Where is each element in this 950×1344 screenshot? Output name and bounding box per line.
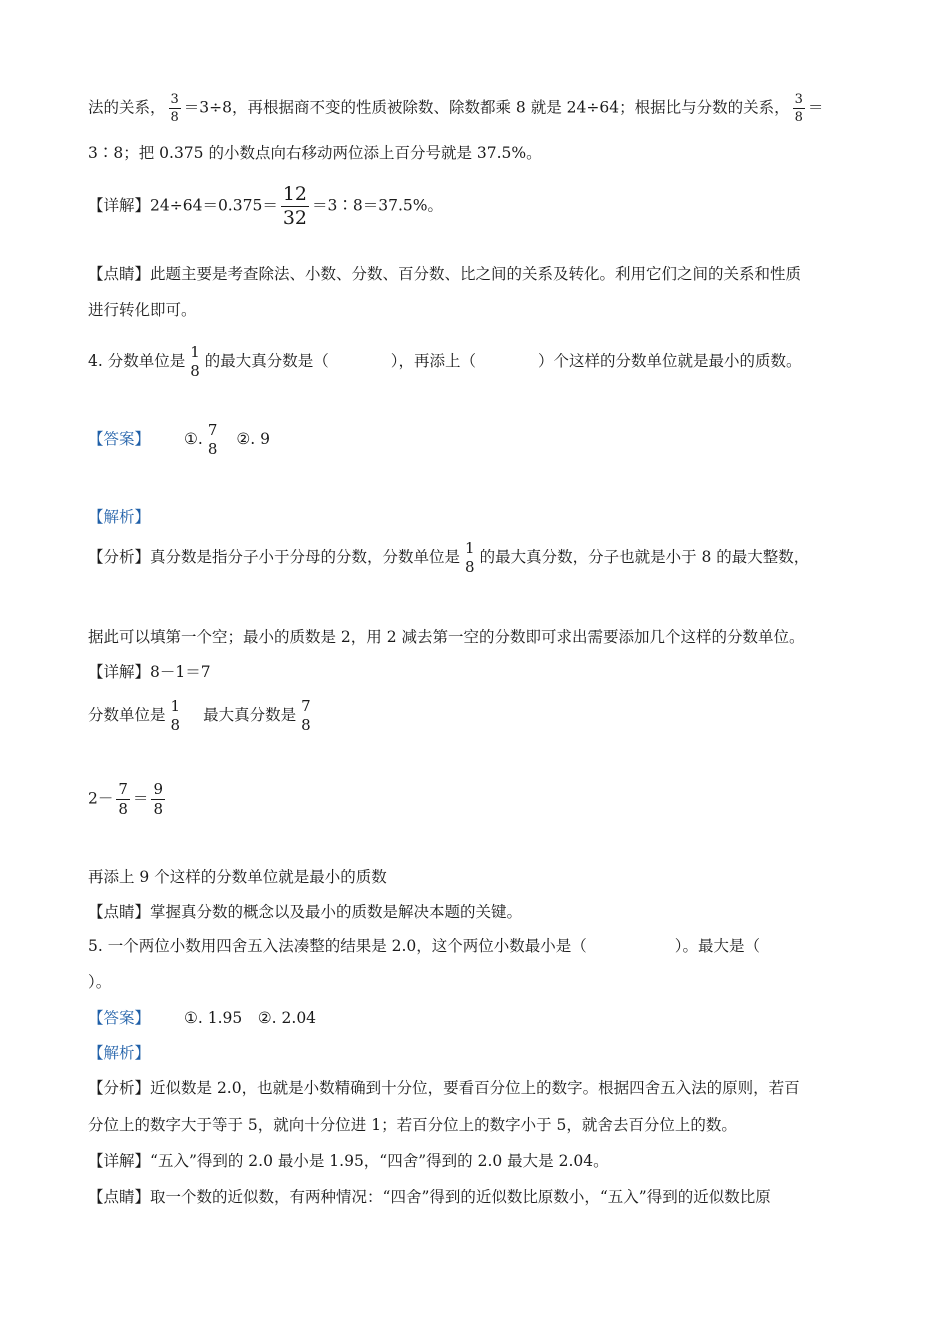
text-line: ）。 xyxy=(88,973,112,991)
section-tag: 【分析】 xyxy=(88,1079,151,1097)
analysis-line: 【分析】真分数是指分子小于分母的分数，分数单位是 1 8 的最大真分数，分子也就是小于 8 的最大整数， xyxy=(88,539,810,576)
fraction: 1 8 xyxy=(170,697,181,734)
fraction: $\frac{3}{8}$ xyxy=(170,92,179,125)
answer-tag: 【答案】 xyxy=(88,430,151,448)
text: 法的关系， xyxy=(88,98,166,117)
tip-line: 【点睛】取一个数的近似数，有两种情况：“四舍”得到的近似数比原数小，“五入”得到的近似数比原 xyxy=(88,1188,771,1206)
fraction: $\frac{3}{8}$ xyxy=(794,92,803,125)
answer-tag: 【答案】 xyxy=(88,1009,151,1027)
answer-line: 【答案】 ①. 1.95 ②. 2.04 xyxy=(88,1009,317,1027)
section-tag: 【详解】 xyxy=(88,1152,151,1170)
fraction: $\frac{12}{32}$ xyxy=(282,183,308,229)
section-tag: 【点睛】 xyxy=(88,1188,151,1206)
text: ＝ xyxy=(807,98,824,117)
answer-line: 【答案】 ①. 7 8 ②. 9 xyxy=(88,421,271,458)
text-line: 2－ $\frac{7}{8}$ ＝ $\frac{9}{8}$ xyxy=(88,780,163,818)
fraction: 7 8 xyxy=(207,421,218,458)
text-line: 再添上 9 个这样的分数单位就是最小的质数 xyxy=(88,868,387,886)
text-line: 分数单位是 1 8 最大真分数是 7 8 xyxy=(88,697,311,734)
text-line: 据此可以填第一个空；最小的质数是 2，用 2 减去第一空的分数即可求出需要添加几个这样的分数单位。 xyxy=(88,628,805,646)
text-line: 3∶8；把 0.375 的小数点向右移动两位添上百分号就是 37.5%。 xyxy=(88,144,542,162)
fraction: 7 8 xyxy=(301,697,311,734)
analysis-line: 【分析】近似数是 2.0，也就是小数精确到十分位，要看百分位上的数字。根据四舍五入法的原则，若百 xyxy=(88,1079,800,1097)
text-line: 分位上的数字大于等于 5，就向十分位进 1；若百分位上的数字小于 5，就舍去百分位上的数。 xyxy=(88,1116,737,1134)
section-tag: 【点睛】 xyxy=(88,265,151,283)
section-tag: 【点睛】 xyxy=(88,903,151,921)
analysis-tag: 【解析】 xyxy=(88,508,151,526)
fraction: $\frac{7}{8}$ xyxy=(118,780,128,818)
detail-line: 【详解】“五入”得到的 2.0 最小是 1.95，“四舍”得到的 2.0 最大是 2.04。 xyxy=(88,1152,609,1170)
text: ＝3÷8，再根据商不变的性质被除数、除数都乘 8 就是 24÷64；根据比与分数的关系， xyxy=(183,98,790,117)
tip-line: 【点睛】此题主要是考查除法、小数、分数、百分数、比之间的关系及转化。利用它们之间的关系和性质 xyxy=(88,265,802,283)
section-tag: 【详解】 xyxy=(88,663,151,681)
tip-line: 【点睛】掌握真分数的概念以及最小的质数是解决本题的关键。 xyxy=(88,903,523,921)
fraction: $\frac{9}{8}$ xyxy=(153,780,163,818)
text-line: 进行转化即可。 xyxy=(88,301,197,319)
question-4: 4. 分数单位是 1 8 的最大真分数是（ ），再添上（ ）个这样的分数单位就是最小的质数。 xyxy=(88,343,802,380)
question-5: 5. 一个两位小数用四舍五入法凑整的结果是 2.0，这个两位小数最小是（ ）。最大是（ xyxy=(88,937,761,955)
section-tag: 【详解】 xyxy=(88,196,151,215)
analysis-tag: 【解析】 xyxy=(88,1044,151,1062)
detail-line: 【详解】8－1＝7 xyxy=(88,663,211,681)
fraction: 1 8 xyxy=(190,343,200,380)
detail-line: 【详解】24÷64＝0.375＝ $\frac{12}{32}$ ＝3∶8＝37.5%。 xyxy=(88,183,443,229)
text-line xyxy=(88,93,823,124)
fraction: 1 8 xyxy=(465,539,475,576)
section-tag: 【分析】 xyxy=(88,548,151,566)
